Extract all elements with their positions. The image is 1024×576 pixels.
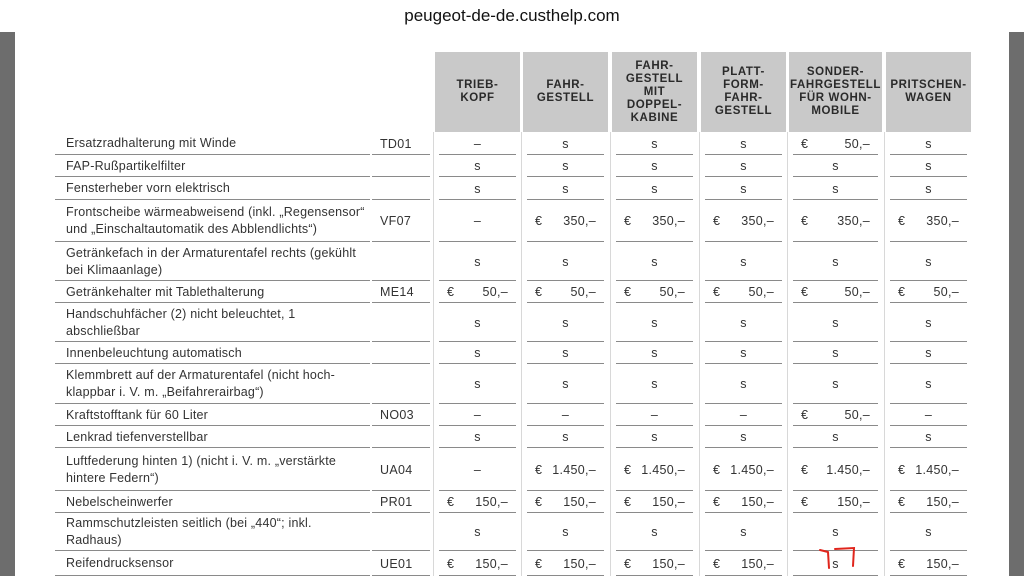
option-code: VF07 [380, 214, 412, 228]
table-cell: s [651, 254, 658, 269]
red-pen-mark-icon [815, 544, 865, 572]
table-cell: s [925, 181, 932, 196]
table-cell: s [474, 159, 481, 173]
price-amount: 50,– [844, 285, 870, 299]
table-cell: s [832, 346, 839, 360]
price-amount: 1.450,– [641, 462, 685, 477]
currency-symbol: € [447, 495, 455, 509]
table-cell: s [740, 136, 747, 151]
column-separator [433, 132, 434, 576]
currency-symbol: € [713, 462, 721, 477]
table-cell: s [474, 525, 481, 539]
table-cell: s [474, 315, 481, 330]
option-code: PR01 [380, 495, 413, 509]
option-code: UE01 [380, 556, 413, 571]
table-cell: s [740, 377, 747, 391]
currency-symbol: € [801, 462, 809, 477]
page-margin-right [1009, 32, 1024, 576]
table-cell: s [562, 315, 569, 330]
column-header-pritschenwagen: PRITSCHEN- WAGEN [886, 52, 971, 132]
table-cell [523, 491, 608, 513]
price-amount: 1.450,– [826, 462, 870, 477]
option-code: UA04 [380, 462, 413, 477]
price-amount: 150,– [652, 556, 685, 571]
currency-symbol: € [801, 285, 809, 299]
table-cell [789, 281, 882, 303]
column-separator [610, 132, 611, 576]
table-cell: s [474, 181, 481, 196]
table-cell: s [832, 377, 839, 391]
option-code [380, 242, 430, 281]
table-cell: s [832, 315, 839, 330]
currency-symbol: € [535, 214, 543, 228]
table-cell: – [473, 136, 482, 151]
feature-label: Innenbeleuchtung automatisch [66, 345, 242, 360]
table-cell: s [925, 525, 932, 539]
feature-label: Fensterheber vorn elektrisch [66, 181, 231, 195]
table-cell: s [562, 254, 569, 269]
price-amount: 150,– [563, 495, 596, 509]
table-cell: s [651, 315, 658, 330]
table-cell: s [474, 346, 481, 360]
price-amount: 150,– [837, 495, 870, 509]
option-code [380, 177, 430, 200]
currency-symbol: € [898, 214, 906, 228]
currency-symbol: € [713, 214, 721, 228]
feature-label: FAP-Rußpartikelfilter [66, 158, 186, 173]
price-amount: 50,– [748, 285, 774, 299]
feature-label: Klemmbrett auf der Armaturentafel (nicht hoch-klappbar i. V. m. „Beifahrerairbag“) [66, 368, 336, 399]
table-cell: – [924, 408, 933, 422]
price-amount: 150,– [926, 556, 959, 571]
table-cell [789, 132, 882, 155]
table-cell: – [473, 214, 482, 228]
column-separator [787, 132, 788, 576]
option-code [380, 364, 430, 404]
option-code: ME14 [380, 285, 414, 299]
table-cell [886, 281, 971, 303]
feature-label: Handschuhfächer (2) nicht beleuchtet, 1 abschließbar [66, 306, 296, 338]
url-text: peugeot-de-de.custhelp.com [404, 6, 620, 25]
price-table-document [15, 32, 1009, 576]
table-cell [612, 551, 697, 576]
table-cell [789, 404, 882, 426]
option-code [380, 155, 430, 177]
table-cell [701, 491, 786, 513]
table-cell: s [562, 430, 569, 444]
feature-label: Nebelscheinwerfer [66, 494, 173, 509]
table-cell: s [832, 159, 839, 173]
price-amount: 150,– [741, 495, 774, 509]
table-cell [789, 491, 882, 513]
table-cell: s [925, 159, 932, 173]
table-cell: s [562, 159, 569, 173]
table-cell: s [651, 430, 658, 444]
table-cell [612, 200, 697, 242]
table-cell: s [832, 556, 839, 571]
currency-symbol: € [535, 285, 543, 299]
table-cell: s [651, 181, 658, 196]
table-cell: s [925, 315, 932, 330]
table-cell [612, 448, 697, 491]
currency-symbol: € [801, 495, 809, 509]
price-amount: 1.450,– [915, 462, 959, 477]
price-amount: 350,– [926, 214, 959, 228]
price-amount: 50,– [933, 285, 959, 299]
price-amount: 150,– [741, 556, 774, 571]
column-header-doppelkabine: FAHR- GESTELL MIT DOPPEL- KABINE [612, 52, 697, 132]
currency-symbol: € [624, 495, 632, 509]
table-cell: s [474, 377, 481, 391]
feature-label: Frontscheibe wärmeabweisend (inkl. „Regensensor“ und „Einschaltautomatik des Abblendlichts“) [66, 205, 365, 236]
table-cell: – [473, 408, 482, 422]
price-amount: 350,– [652, 214, 685, 228]
option-code [380, 303, 430, 342]
price-amount: 50,– [844, 136, 870, 151]
feature-label: Kraftstofftank für 60 Liter [66, 407, 209, 422]
currency-symbol: € [898, 556, 906, 571]
table-cell [789, 448, 882, 491]
table-cell: – [473, 462, 482, 477]
table-cell: s [651, 377, 658, 391]
table-cell: s [651, 159, 658, 173]
table-cell: s [740, 254, 747, 269]
column-separator [521, 132, 522, 576]
currency-symbol: € [713, 285, 721, 299]
currency-symbol: € [535, 495, 543, 509]
table-cell: s [740, 181, 747, 196]
table-cell: s [740, 315, 747, 330]
column-separator [884, 132, 885, 576]
option-code: NO03 [380, 408, 414, 422]
table-cell: s [651, 136, 658, 151]
currency-symbol: € [447, 556, 455, 571]
table-cell: s [832, 430, 839, 444]
table-cell: s [925, 377, 932, 391]
price-amount: 50,– [570, 285, 596, 299]
table-cell [701, 281, 786, 303]
table-cell: s [651, 525, 658, 539]
page-margin-left [0, 32, 15, 576]
currency-symbol: € [713, 556, 721, 571]
table-cell: s [925, 430, 932, 444]
currency-symbol: € [801, 214, 809, 228]
currency-symbol: € [898, 285, 906, 299]
price-amount: 150,– [652, 495, 685, 509]
currency-symbol: € [898, 462, 906, 477]
table-cell: s [651, 346, 658, 360]
column-separator [699, 132, 700, 576]
table-cell: s [925, 136, 932, 151]
table-cell [701, 200, 786, 242]
option-code [380, 513, 430, 551]
price-amount: 1.450,– [552, 462, 596, 477]
table-cell: s [474, 254, 481, 269]
table-cell: s [925, 346, 932, 360]
column-header-wohnmobile: SONDER- FAHRGESTELL FÜR WOHN- MOBILE [789, 52, 882, 132]
table-cell [523, 200, 608, 242]
feature-label: Luftfederung hinten 1) (nicht i. V. m. „verstärkte hintere Federn“) [66, 453, 337, 485]
table-cell [886, 448, 971, 491]
table-cell [523, 551, 608, 576]
feature-label: Ersatzradhalterung mit Winde [66, 136, 237, 150]
table-cell: s [925, 254, 932, 269]
currency-symbol: € [624, 214, 632, 228]
currency-symbol: € [801, 136, 809, 151]
currency-symbol: € [898, 495, 906, 509]
price-amount: 150,– [475, 495, 508, 509]
table-cell: s [832, 254, 839, 269]
column-header-triebkopf: TRIEB- KOPF [435, 52, 520, 132]
price-amount: 350,– [741, 214, 774, 228]
table-cell: s [740, 159, 747, 173]
table-cell: s [562, 377, 569, 391]
table-cell: – [739, 408, 748, 422]
feature-label: Getränkefach in der Armaturentafel rechts (gekühlt bei Klimaanlage) [66, 245, 357, 277]
currency-symbol: € [447, 285, 455, 299]
column-header-plattform: PLATT- FORM- FAHR- GESTELL [701, 52, 786, 132]
table-cell [435, 281, 520, 303]
price-amount: 150,– [926, 495, 959, 509]
address-bar[interactable] [0, 0, 1024, 32]
table-cell: s [740, 346, 747, 360]
table-cell: s [562, 181, 569, 196]
option-code [380, 426, 430, 448]
table-cell: s [740, 430, 747, 444]
table-cell [701, 551, 786, 576]
option-code [380, 342, 430, 364]
currency-symbol: € [624, 462, 632, 477]
table-cell: s [562, 525, 569, 539]
price-amount: 350,– [563, 214, 596, 228]
feature-label: Reifendrucksensor [66, 556, 174, 570]
table-cell: s [562, 136, 569, 151]
table-cell: s [740, 525, 747, 539]
table-cell [612, 491, 697, 513]
table-cell [886, 200, 971, 242]
price-amount: 150,– [475, 556, 508, 571]
table-cell: – [650, 408, 659, 422]
table-cell [435, 491, 520, 513]
option-code: TD01 [380, 136, 412, 151]
table-cell: s [474, 430, 481, 444]
table-cell [523, 448, 608, 491]
price-amount: 350,– [837, 214, 870, 228]
table-cell [701, 448, 786, 491]
table-cell [886, 491, 971, 513]
price-amount: 150,– [563, 556, 596, 571]
table-cell [612, 281, 697, 303]
table-cell: s [832, 525, 839, 539]
price-amount: 50,– [659, 285, 685, 299]
table-cell: – [561, 408, 570, 422]
table-cell [523, 281, 608, 303]
column-header-fahrgestell: FAHR- GESTELL [523, 52, 608, 132]
price-amount: 1.450,– [730, 462, 774, 477]
feature-label: Rammschutzleisten seitlich (bei „440“; inkl. Radhaus) [66, 516, 312, 547]
table-cell: s [562, 346, 569, 360]
currency-symbol: € [713, 495, 721, 509]
feature-label: Getränkehalter mit Tablethalterung [66, 284, 265, 299]
currency-symbol: € [624, 556, 632, 571]
table-cell [435, 551, 520, 576]
table-cell: s [832, 181, 839, 196]
currency-symbol: € [624, 285, 632, 299]
price-amount: 50,– [482, 285, 508, 299]
currency-symbol: € [535, 462, 543, 477]
table-cell [886, 551, 971, 576]
feature-label: Lenkrad tiefenverstellbar [66, 429, 208, 444]
price-amount: 50,– [844, 408, 870, 422]
currency-symbol: € [535, 556, 543, 571]
currency-symbol: € [801, 408, 809, 422]
table-cell [789, 200, 882, 242]
